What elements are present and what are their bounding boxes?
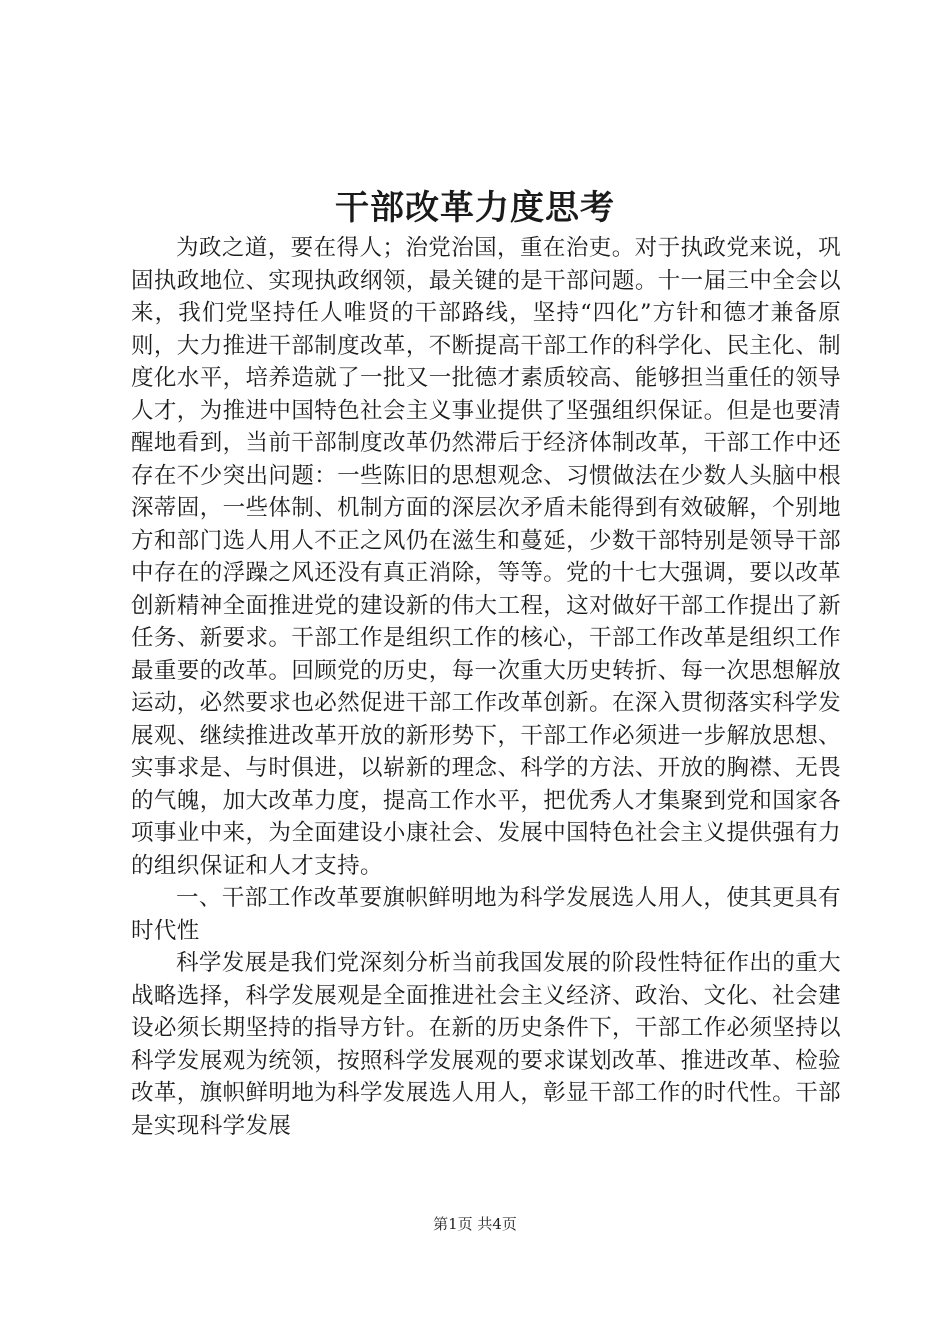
paragraph-intro: 为政之道，要在得人；治党治国，重在治吏。对于执政党来说，巩固执政地位、实现执政纲领，最关键的是干部问题。十一届三中全会以来，我们党坚持任人唯贤的干部路线，坚持“四化”方针和德才兼备原则，大力推进干部制度改革，不断提高干部工作的科学化、民主化、制度化水平，培养造就了一批又一批德才素质较高、能够担当重任的领导人才，为推进中国特色社会主义事业提供了坚强组织保证。但是也要清醒地看到，当前干部制度改革仍然滞后于经济体制改革，干部工作中还存在不少突出问题：一些陈旧的思想观念、习惯做法在少数人头脑中根深蒂固，一些体制、机制方面的深层次矛盾未能得到有效破解，个别地方和部门选人用人不正之风仍在滋生和蔓延，少数干部特别是领导干部中存在的浮躁之风还没有真正消除，等等。党的十七大强调，要以改革创新精神全面推进党的建设新的伟大工程，这对做好干部工作提出了新任务、新要求。干部工作是组织工作的核心，干部工作改革是组织工作最重要的改革。回顾党的历史，每一次重大历史转折、每一次思想解放运动，必然要求也必然促进干部工作改革创新。在深入贯彻落实科学发展观、继续推进改革开放的新形势下，干部工作必须进一步解放思想、实事求是、与时俱进，以崭新的理念、科学的方法、开放的胸襟、无畏的气魄，加大改革力度，提高工作水平，把优秀人才集聚到党和国家各项事业中来，为全面建设小康社会、发展中国特色社会主义提供强有力的组织保证和人才支持。 [131, 235, 841, 879]
section-heading-1: 一、干部工作改革要旗帜鲜明地为科学发展选人用人，使其更具有时代性 [131, 885, 841, 944]
paragraph-section-1: 科学发展是我们党深刻分析当前我国发展的阶段性特征作出的重大战略选择，科学发展观是全面推进社会主义经济、政治、文化、社会建设必须长期坚持的指导方针。在新的历史条件下，干部工作必须坚持以科学发展观为统领，按照科学发展观的要求谋划改革、推进改革、检验改革，旗帜鲜明地为科学发展选人用人，彰显干部工作的时代性。干部是实现科学发展 [131, 950, 841, 1139]
document-body [131, 232, 841, 1142]
document-title: 干部改革力度思考 [335, 188, 615, 228]
page-indicator: 第1页 共4页 [433, 1215, 517, 1233]
